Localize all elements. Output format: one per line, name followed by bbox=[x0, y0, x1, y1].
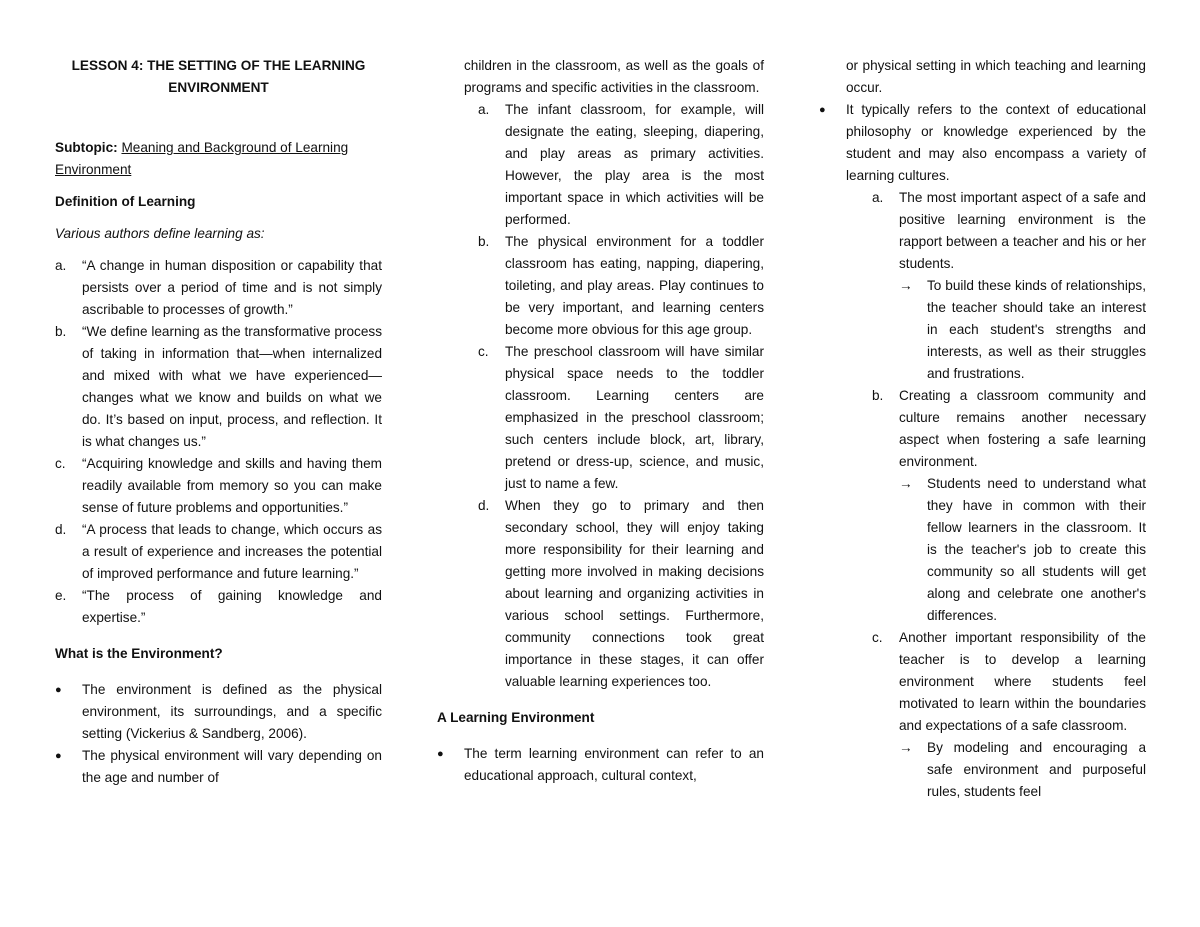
lesson-title-line-1: LESSON 4: THE SETTING OF THE LEARNING bbox=[71, 58, 366, 73]
definition-heading: Definition of Learning bbox=[55, 194, 196, 209]
environment-heading: What is the Environment? bbox=[55, 646, 223, 661]
definition-intro: Various authors define learning as: bbox=[55, 226, 265, 241]
arrow-text: To build these kinds of relationships, the teacher should take an interest in each student's strengths and interests, as well as their struggles and frustrations. bbox=[927, 278, 1146, 381]
list-marker: d. bbox=[55, 522, 67, 537]
list-item bbox=[55, 585, 382, 629]
list-marker: b. bbox=[478, 234, 490, 249]
lesson-title bbox=[55, 55, 382, 99]
list-item bbox=[55, 745, 382, 789]
list-text: The term learning environment can refer to an educational approach, cultural context, bbox=[464, 746, 764, 783]
arrow-item bbox=[872, 275, 1146, 385]
list-marker: c. bbox=[478, 344, 489, 359]
list-text: “We define learning as the transformative process of taking in information that—when internalized and mixed with what we have experienced—changes what we know and builds on what we do. It’s based on input, process, and reflection. It is what changes us.” bbox=[82, 324, 382, 449]
list-text: The physical environment for a toddler classroom has eating, napping, diapering, toileting, and play areas. Play continues to be very important, and learning centers become more obvious for this age group. bbox=[505, 234, 764, 337]
column-1 bbox=[55, 55, 382, 789]
arrow-text: Students need to understand what they have in common with their fellow learners in the classroom. It is the teacher's job to create this community so all students will get along and celebrate one another's differences. bbox=[927, 476, 1146, 623]
arrow-right-icon: → bbox=[899, 740, 913, 755]
list-marker: d. bbox=[478, 498, 490, 513]
subtopic-text: Meaning and Background of Learning Environment bbox=[55, 140, 349, 177]
list-item-main bbox=[872, 187, 1146, 275]
list-item bbox=[55, 679, 382, 745]
definition-list bbox=[55, 255, 382, 629]
column-3 bbox=[819, 55, 1146, 803]
list-text: The physical environment will vary depending on the age and number of bbox=[82, 748, 382, 785]
list-item bbox=[478, 99, 764, 231]
list-text: The environment is defined as the physical environment, its surroundings, and a specific setting (Vickerius & Sandberg, 2006). bbox=[82, 682, 382, 741]
list-item-main bbox=[872, 385, 1146, 473]
subtopic-label: Subtopic: bbox=[55, 140, 118, 155]
list-marker: c. bbox=[872, 630, 883, 645]
list-item bbox=[478, 495, 764, 693]
list-item bbox=[55, 255, 382, 321]
list-text: Creating a classroom community and culture remains another necessary aspect when fostering a safe learning environment. bbox=[899, 388, 1146, 469]
continuation-text: or physical setting in which teaching and learning occur. bbox=[846, 58, 1146, 95]
list-text: The infant classroom, for example, will designate the eating, sleeping, diapering, and play areas as primary activities. However, the play area is the most important space in which activities will be performed. bbox=[505, 102, 764, 227]
lesson-title-line-2: ENVIRONMENT bbox=[168, 80, 269, 95]
column-2 bbox=[437, 55, 764, 787]
environment-list bbox=[55, 679, 382, 789]
learning-environment-heading: A Learning Environment bbox=[437, 710, 595, 725]
list-marker: c. bbox=[55, 456, 66, 471]
list-item bbox=[872, 187, 1146, 385]
list-item bbox=[437, 743, 764, 787]
list-text: “Acquiring knowledge and skills and having them readily available from memory so you can make sense of future problems and opportunities.” bbox=[82, 456, 382, 515]
bullet-icon: ● bbox=[819, 104, 826, 116]
list-item bbox=[55, 519, 382, 585]
learning-environment-list bbox=[437, 743, 764, 787]
list-text: It typically refers to the context of educational philosophy or knowledge experienced by the student and may also encompass a variety of learning cultures. bbox=[846, 102, 1146, 183]
arrow-item bbox=[872, 737, 1146, 803]
list-marker: a. bbox=[478, 102, 490, 117]
list-marker: b. bbox=[872, 388, 884, 403]
list-text: “A process that leads to change, which occurs as a result of experience and increases the potential of improved performance and future learning.” bbox=[82, 522, 382, 581]
continuation-text: children in the classroom, as well as the goals of programs and specific activities in the classroom. bbox=[464, 58, 764, 95]
list-text: Another important responsibility of the teacher is to develop a learning environment where students feel motivated to learn within the boundaries and expectations of a safe classroom. bbox=[899, 630, 1146, 733]
aspects-list bbox=[819, 187, 1146, 803]
list-item bbox=[478, 231, 764, 341]
list-item bbox=[478, 341, 764, 495]
list-item bbox=[872, 385, 1146, 627]
list-marker: a. bbox=[872, 190, 884, 205]
list-text: The most important aspect of a safe and positive learning environment is the rapport between a teacher and his or her students. bbox=[899, 190, 1146, 271]
list-marker: e. bbox=[55, 588, 67, 603]
subtopic bbox=[55, 137, 382, 181]
list-text: “A change in human disposition or capability that persists over a period of time and is not simply ascribable to processes of growth.” bbox=[82, 258, 382, 317]
list-item bbox=[55, 321, 382, 453]
list-marker: a. bbox=[55, 258, 67, 273]
bullet-icon: ● bbox=[55, 684, 62, 696]
list-item bbox=[819, 99, 1146, 187]
list-text: The preschool classroom will have similar physical space needs to the toddler classroom. Learning centers are emphasized in the preschool classroom; such centers include block, art, library, pretend or dress-up, science, and music, just to name a few. bbox=[505, 344, 764, 491]
arrow-right-icon: → bbox=[899, 278, 913, 293]
list-marker: b. bbox=[55, 324, 67, 339]
list-item-main bbox=[872, 627, 1146, 737]
list-text: “The process of gaining knowledge and expertise.” bbox=[82, 588, 382, 625]
bullet-icon: ● bbox=[55, 750, 62, 762]
arrow-text: By modeling and encouraging a safe environment and purposeful rules, students feel bbox=[927, 740, 1146, 799]
bullet-icon: ● bbox=[437, 748, 444, 760]
classroom-list bbox=[437, 99, 764, 693]
list-item bbox=[872, 627, 1146, 803]
arrow-right-icon: → bbox=[899, 476, 913, 491]
arrow-item bbox=[872, 473, 1146, 627]
list-text: When they go to primary and then secondary school, they will enjoy taking more responsibility for their learning and getting more involved in making decisions about learning and organizing activities in various school settings. Furthermore, community connections took great importance in these stages, it can offer valuable learning experiences too. bbox=[505, 498, 764, 689]
list-item bbox=[55, 453, 382, 519]
